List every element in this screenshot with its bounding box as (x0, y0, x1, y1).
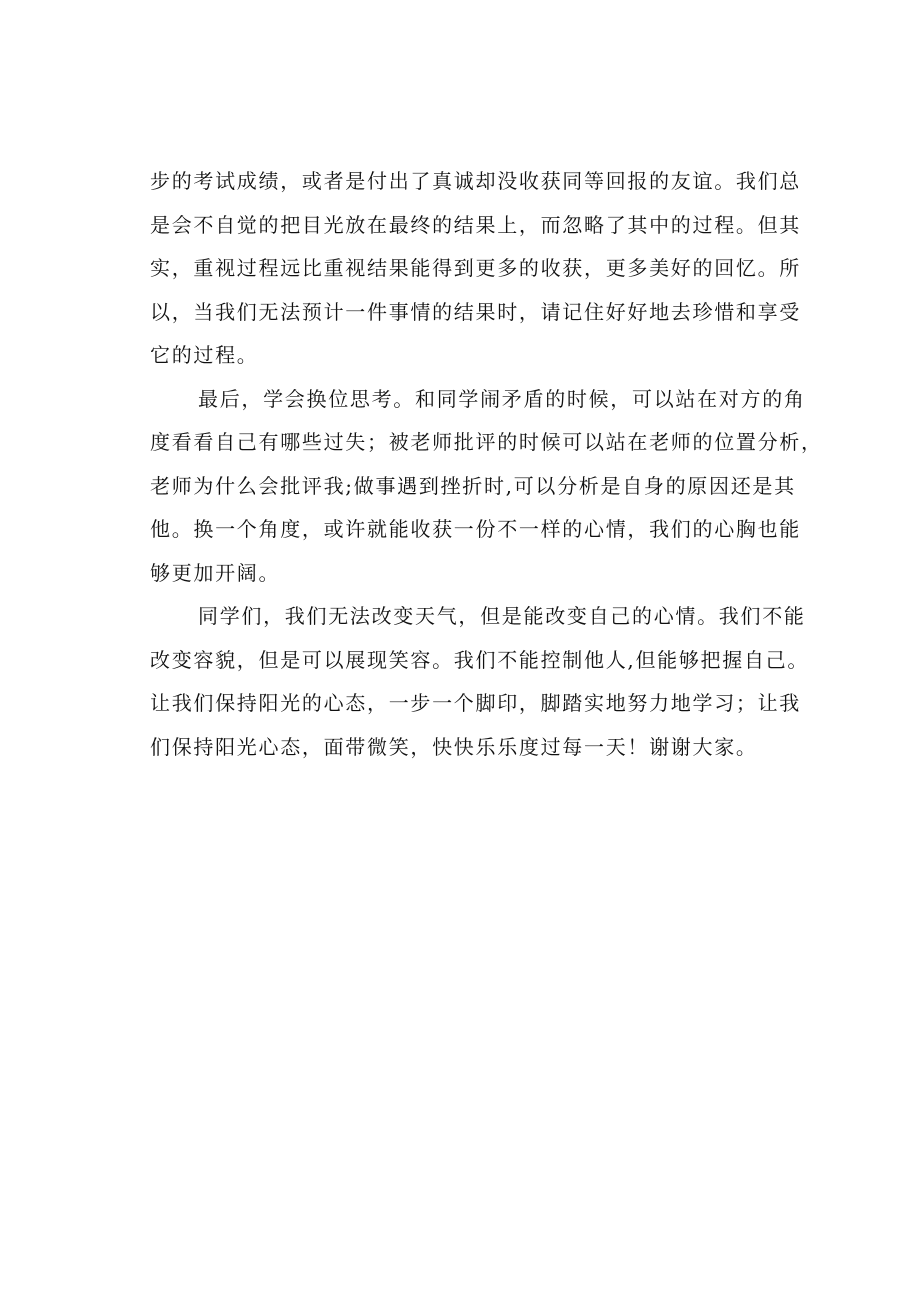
text-line: 实，重视过程远比重视结果能得到更多的收获，更多美好的回忆。所 (150, 256, 801, 280)
text-line: 以，当我们无法预计一件事情的结果时，请记住好好地去珍惜和享受 (150, 299, 801, 324)
text-line: 同学们，我们无法改变天气，但是能改变自己的心情。我们不能 (198, 604, 806, 628)
text-line: 他。换一个角度，或许就能收获一份不一样的心情，我们的心胸也能 (150, 517, 801, 541)
text-line: 度看看自己有哪些过失；被老师批评的时候可以站在老师的位置分析， (150, 430, 823, 454)
text-line: 步的考试成绩，或者是付出了真诚却没收获同等回报的友谊。我们总 (150, 169, 801, 193)
text-line: 是会不自觉的把目光放在最终的结果上，而忽略了其中的过程。但其 (150, 212, 801, 237)
paragraph-perspective (150, 378, 823, 596)
paragraph-closing (150, 595, 810, 769)
text-line: 改变容貌，但是可以展现笑容。我们不能控制他人,但能够把握自己。 (150, 647, 810, 672)
text-line: 它的过程。 (150, 343, 259, 367)
document-body (150, 160, 823, 769)
text-line: 们保持阳光心态，面带微笑，快快乐乐度过每一天！谢谢大家。 (150, 734, 758, 759)
text-line: 让我们保持阳光的心态，一步一个脚印，脚踏实地努力地学习；让我 (150, 691, 801, 715)
text-line: 够更加开阔。 (150, 560, 281, 585)
text-line: 最后，学会换位思考。和同学闹矛盾的时候，可以站在对方的角 (198, 386, 806, 411)
text-line: 老师为什么会批评我;做事遇到挫折时,可以分析是自身的原因还是其 (150, 473, 796, 498)
paragraph-process (150, 160, 800, 378)
